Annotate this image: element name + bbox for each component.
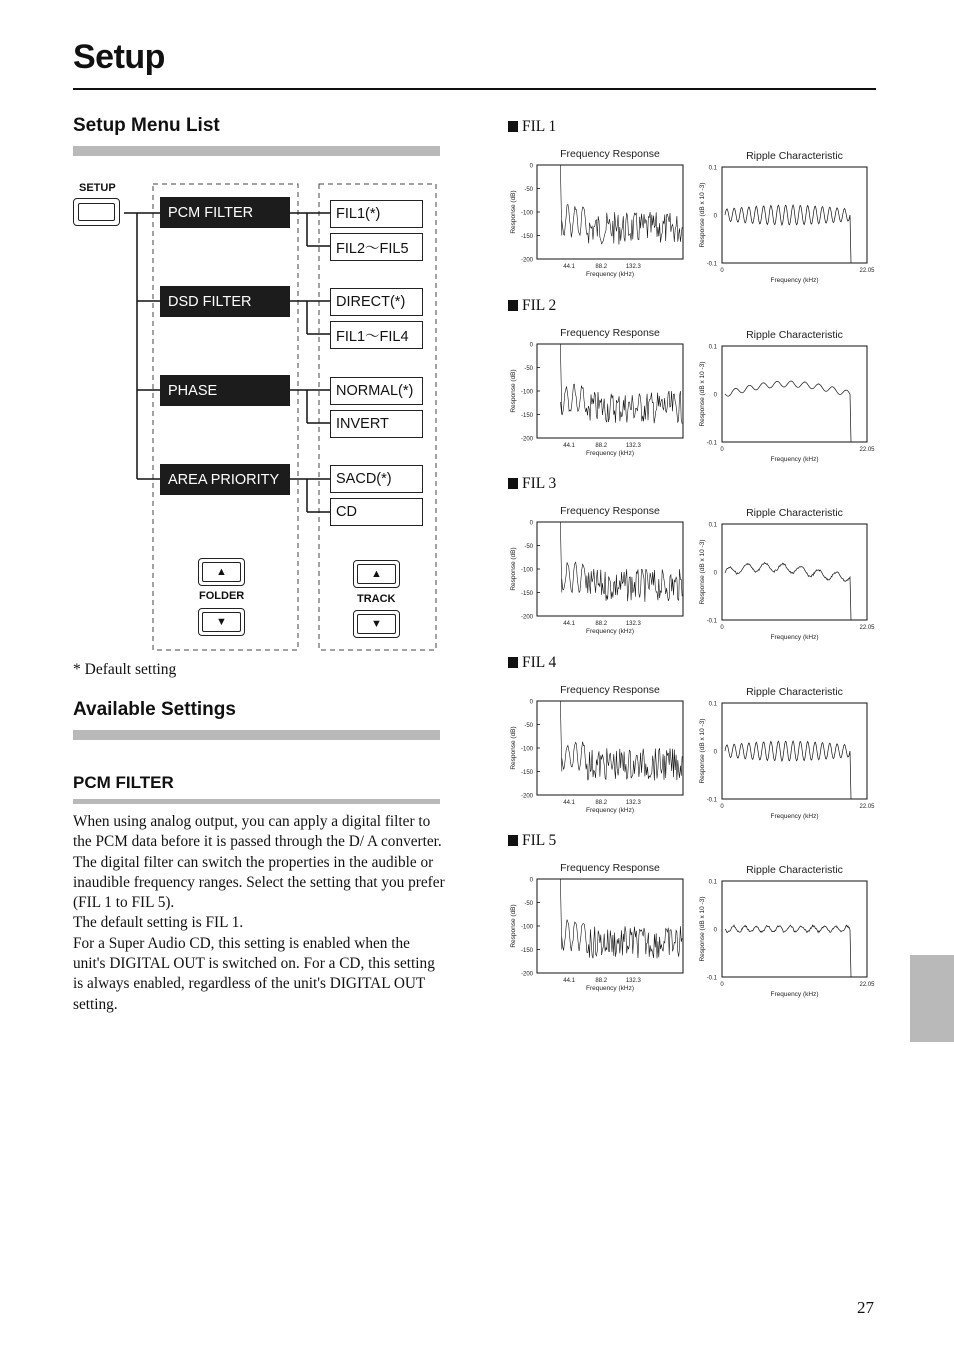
plot-area	[722, 346, 867, 442]
y-tick-label: 0.1	[708, 701, 717, 708]
x-tick-label: 132.3	[625, 800, 641, 806]
x-axis-label: Frequency (kHz)	[770, 634, 819, 641]
x-axis-label: Frequency (kHz)	[585, 985, 635, 992]
y-tick-label: -0.1	[706, 440, 717, 447]
y-tick-label: -50	[524, 544, 533, 550]
filter-heading	[508, 297, 556, 315]
y-axis-label: Response (dB)	[510, 904, 517, 948]
y-tick-label: 0	[529, 342, 533, 349]
y-tick-label: 0	[713, 213, 717, 220]
filter-charts	[505, 502, 885, 652]
x-tick-label: 22.05	[859, 625, 875, 631]
chart-title: Ripple Characteristic	[746, 329, 843, 341]
y-tick-label: -0.1	[706, 618, 717, 625]
y-tick-label: 0	[529, 520, 533, 527]
x-tick-label: 0	[720, 447, 724, 453]
folder-label: FOLDER	[199, 590, 245, 602]
filter-heading	[508, 475, 556, 493]
x-axis-label: Frequency (kHz)	[770, 277, 819, 284]
x-tick-label: 44.1	[563, 978, 575, 984]
x-tick-label: 22.05	[859, 982, 875, 988]
y-axis-label: Response (dB x 10 -3)	[699, 182, 706, 248]
x-tick-label: 44.1	[563, 264, 575, 270]
y-tick-label: -100	[520, 924, 533, 931]
filter-charts	[505, 859, 885, 1009]
ripple-chart	[699, 329, 875, 463]
y-tick-label: 0	[529, 163, 533, 170]
option-cd[interactable]: CD	[330, 498, 423, 526]
paragraph: The default setting is FIL 1.	[73, 914, 244, 932]
down-arrow-icon: ▼	[202, 612, 241, 632]
chart-title: Frequency Response	[560, 684, 660, 696]
square-bullet-icon	[508, 300, 518, 311]
chart-title: Ripple Characteristic	[746, 507, 843, 519]
y-tick-label: -100	[520, 389, 533, 396]
menu-dsd-filter[interactable]: DSD FILTER	[160, 286, 290, 317]
y-tick-label: -200	[520, 436, 533, 443]
ripple-chart	[699, 507, 875, 641]
option-sacd[interactable]: SACD(*)	[330, 465, 423, 493]
y-tick-label: -50	[524, 901, 533, 907]
section-bar	[73, 730, 440, 740]
x-tick-label: 88.2	[595, 443, 608, 449]
filter-label: FIL 1	[522, 118, 557, 135]
setup-button-label: SETUP	[79, 182, 116, 194]
filter-charts	[505, 324, 885, 474]
y-tick-label: 0.1	[708, 344, 717, 351]
y-tick-label: -50	[524, 187, 533, 193]
x-axis-label: Frequency (kHz)	[585, 450, 635, 457]
y-tick-label: -150	[520, 770, 533, 776]
y-tick-label: -200	[520, 614, 533, 621]
page-title: Setup	[73, 38, 165, 76]
square-bullet-icon	[508, 657, 518, 668]
y-tick-label: -0.1	[706, 261, 717, 268]
y-axis-label: Response (dB x 10 -3)	[699, 718, 706, 784]
filter-label: FIL 3	[522, 475, 557, 492]
chart-title: Frequency Response	[560, 148, 660, 160]
plot-area	[537, 522, 683, 616]
paragraph: The digital filter can switch the properties in the audible or inaudible frequency ranges. Select the setting that you prefer (FIL 1 to FIL 5).	[73, 853, 445, 912]
y-tick-label: -50	[524, 366, 533, 372]
x-axis-label: Frequency (kHz)	[585, 271, 635, 278]
option-fil1-fil4[interactable]: FIL1～FIL4	[330, 321, 423, 349]
page-number: 27	[857, 1298, 874, 1317]
x-tick-label: 22.05	[859, 447, 875, 453]
square-bullet-icon	[508, 835, 518, 846]
y-tick-label: 0.1	[708, 522, 717, 529]
filter-label: FIL 5	[522, 832, 557, 849]
y-axis-label: Response (dB)	[510, 190, 517, 234]
chart-title: Frequency Response	[560, 862, 660, 874]
y-tick-label: -0.1	[706, 797, 717, 804]
chart-title: Ripple Characteristic	[746, 686, 843, 698]
y-tick-label: -150	[520, 413, 533, 419]
filter-label: FIL 4	[522, 654, 557, 671]
square-bullet-icon	[508, 121, 518, 132]
option-invert[interactable]: INVERT	[330, 410, 423, 438]
y-tick-label: 0	[713, 749, 717, 756]
pcm-filter-heading: PCM FILTER	[73, 773, 174, 792]
x-tick-label: 132.3	[625, 621, 641, 627]
x-tick-label: 0	[720, 625, 724, 631]
track-label: TRACK	[357, 593, 396, 605]
y-axis-label: Response (dB x 10 -3)	[699, 361, 706, 427]
section-bar	[73, 146, 440, 156]
track-up-button[interactable]	[353, 560, 400, 588]
pcm-filter-description	[73, 812, 445, 1015]
y-tick-label: 0	[713, 392, 717, 399]
available-settings-heading: Available Settings	[73, 699, 236, 720]
filter-charts	[505, 145, 885, 295]
default-note: * Default setting	[73, 661, 177, 678]
x-tick-label: 44.1	[563, 800, 575, 806]
y-tick-label: 0	[529, 699, 533, 706]
plot-area	[537, 701, 683, 795]
up-arrow-icon: ▲	[357, 564, 396, 584]
option-fil1[interactable]: FIL1(*)	[330, 200, 423, 228]
y-tick-label: -50	[524, 723, 533, 729]
filter-heading	[508, 832, 556, 850]
x-axis-label: Frequency (kHz)	[585, 807, 635, 814]
x-tick-label: 132.3	[625, 264, 641, 270]
x-axis-label: Frequency (kHz)	[770, 991, 819, 998]
y-tick-label: -100	[520, 746, 533, 753]
ripple-chart	[699, 686, 875, 820]
menu-phase[interactable]: PHASE	[160, 375, 290, 406]
chart-title: Ripple Characteristic	[746, 864, 843, 876]
setup-button[interactable]	[73, 198, 120, 226]
y-tick-label: -150	[520, 591, 533, 597]
setup-menu-heading: Setup Menu List	[73, 115, 220, 136]
filter-charts	[505, 681, 885, 831]
folder-up-button[interactable]	[198, 558, 245, 586]
menu-area-priority[interactable]: AREA PRIORITY	[160, 464, 290, 495]
subsection-bar	[73, 799, 440, 804]
y-tick-label: 0.1	[708, 879, 717, 886]
folder-down-button[interactable]	[198, 608, 245, 636]
filter-label: FIL 2	[522, 297, 557, 314]
y-tick-label: -150	[520, 234, 533, 240]
y-axis-label: Response (dB)	[510, 369, 517, 413]
y-tick-label: -200	[520, 257, 533, 264]
y-tick-label: 0	[529, 877, 533, 884]
x-tick-label: 88.2	[595, 621, 608, 627]
frequency-response-chart	[510, 505, 683, 635]
frequency-response-chart	[510, 684, 683, 814]
frequency-response-chart	[510, 862, 683, 992]
x-tick-label: 22.05	[859, 268, 875, 274]
filter-heading	[508, 654, 556, 672]
title-rule	[73, 88, 876, 90]
option-normal[interactable]: NORMAL(*)	[330, 377, 423, 405]
chart-title: Frequency Response	[560, 327, 660, 339]
up-arrow-icon: ▲	[202, 562, 241, 582]
x-tick-label: 44.1	[563, 443, 575, 449]
x-tick-label: 22.05	[859, 804, 875, 810]
x-tick-label: 132.3	[625, 443, 641, 449]
x-tick-label: 88.2	[595, 800, 608, 806]
filter-heading	[508, 118, 556, 136]
y-tick-label: -200	[520, 793, 533, 800]
y-tick-label: -0.1	[706, 975, 717, 982]
down-arrow-icon: ▼	[357, 614, 396, 634]
y-tick-label: 0	[713, 927, 717, 934]
x-tick-label: 132.3	[625, 978, 641, 984]
menu-pcm-filter[interactable]: PCM FILTER	[160, 197, 290, 228]
paragraph: For a Super Audio CD, this setting is enabled when the unit's DIGITAL OUT is switched on. For a CD, this setting is always enabled, regardless of the unit's DIGITAL OUT setting.	[73, 934, 435, 1013]
y-tick-label: -100	[520, 567, 533, 574]
y-axis-label: Response (dB x 10 -3)	[699, 896, 706, 962]
x-tick-label: 88.2	[595, 978, 608, 984]
thumb-tab	[910, 955, 954, 1042]
x-tick-label: 0	[720, 268, 724, 274]
x-axis-label: Frequency (kHz)	[770, 813, 819, 820]
square-bullet-icon	[508, 478, 518, 489]
chart-title: Frequency Response	[560, 505, 660, 517]
plot-area	[537, 344, 683, 438]
ripple-chart	[699, 150, 875, 284]
y-tick-label: -100	[520, 210, 533, 217]
paragraph: When using analog output, you can apply a digital filter to the PCM data before it is passed through the D/ A converter.	[73, 813, 442, 851]
y-tick-label: -150	[520, 948, 533, 954]
ripple-chart	[699, 864, 875, 998]
frequency-response-chart	[510, 327, 683, 457]
plot-area	[722, 881, 867, 977]
y-tick-label: 0	[713, 570, 717, 577]
plot-area	[537, 165, 683, 259]
x-axis-label: Frequency (kHz)	[770, 456, 819, 463]
x-tick-label: 88.2	[595, 264, 608, 270]
chart-title: Ripple Characteristic	[746, 150, 843, 162]
plot-area	[722, 524, 867, 620]
y-tick-label: 0.1	[708, 165, 717, 172]
x-tick-label: 44.1	[563, 621, 575, 627]
x-tick-label: 0	[720, 804, 724, 810]
y-tick-label: -200	[520, 971, 533, 978]
option-direct[interactable]: DIRECT(*)	[330, 288, 423, 316]
track-down-button[interactable]	[353, 610, 400, 638]
x-tick-label: 0	[720, 982, 724, 988]
y-axis-label: Response (dB)	[510, 726, 517, 770]
option-fil2-fil5[interactable]: FIL2～FIL5	[330, 233, 423, 261]
plot-area	[537, 879, 683, 973]
frequency-response-chart	[510, 148, 683, 278]
y-axis-label: Response (dB)	[510, 547, 517, 591]
x-axis-label: Frequency (kHz)	[585, 628, 635, 635]
y-axis-label: Response (dB x 10 -3)	[699, 539, 706, 605]
